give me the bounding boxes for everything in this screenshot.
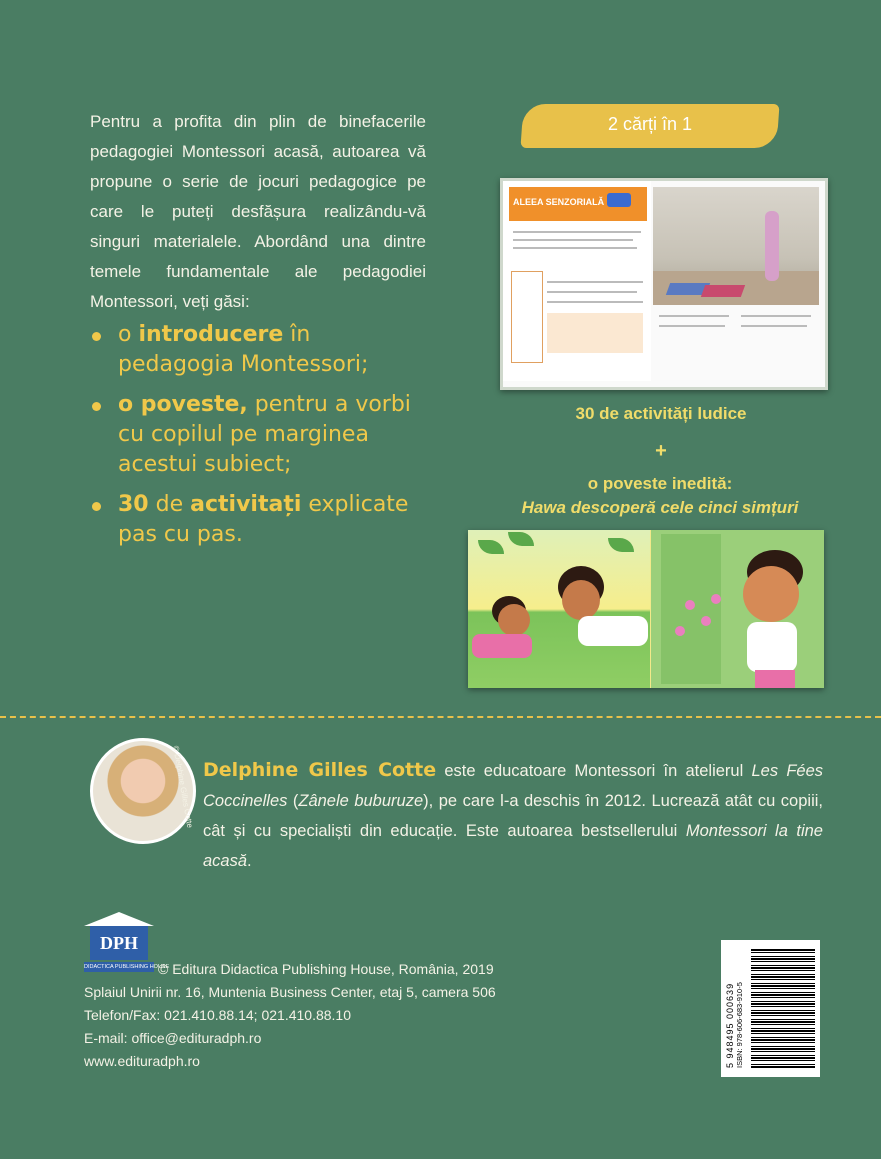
father-face	[562, 580, 600, 620]
isbn-barcode	[721, 940, 820, 1077]
sensory-mat	[701, 285, 745, 297]
bullet-dot	[92, 502, 101, 511]
author-name: Delphine Gilles Cotte	[203, 759, 437, 781]
book-left-page	[503, 181, 651, 381]
banner-label: 2 cărți în 1	[607, 114, 693, 134]
list-item: 30 de activitați explicate pas cu pas.	[90, 490, 420, 550]
intro-paragraph: Pentru a profita din plin de binefacerile pedagogiei Montessori acasă, autoarea vă propune o serie de jocuri pedagogice pe care le puteți desfășura realizându-vă singuri materialele. Abordând una dintre temele fundamentale ale pedagodiei Montessori, veți găsi:	[90, 112, 426, 311]
shoe-icon	[607, 193, 631, 207]
story-book-preview	[468, 530, 824, 688]
girl-skirt	[755, 670, 795, 688]
list-item: o poveste, pentru a vorbi cu copilul pe marginea acestui subiect;	[90, 390, 420, 480]
plus-sign: +	[655, 440, 667, 462]
barcode-number: 5 948495 000639	[725, 982, 735, 1068]
story-left-page	[468, 530, 650, 688]
publisher-info: © Editura Didactica Publishing House, România, 2019 Splaiul Unirii nr. 16, Muntenia Business Center, etaj 5, camera 506 Telefon/Fax: 021.410.88.14; 021.410.88.10 E-mail: office@edituradph.ro www.edituradph.ro	[84, 961, 496, 1069]
author-bio: Delphine Gilles Cotte este educatoare Montessori în atelierul Les Fées Coccinelles (Zânele buburuze), pe care l-a deschis în 2012. Lucrează atât cu copiii, cât și cu specialiști din educație. Este autoarea bestsellerului Montessori la tine acasă.	[203, 759, 823, 870]
child-figure	[765, 211, 779, 281]
logo-roof-icon	[84, 912, 154, 926]
material-box	[511, 271, 543, 363]
logo-band: DIDACTICA PUBLISHING HOUSE	[84, 964, 170, 970]
section-divider	[0, 716, 881, 718]
activities-caption: 30 de activități ludice	[575, 404, 747, 423]
barcode-bars	[751, 948, 815, 1068]
tip-box	[547, 313, 643, 353]
list-item: o introducere în pedagogia Montessori;	[90, 320, 420, 380]
feature-list	[90, 320, 420, 560]
girl-top	[747, 622, 797, 672]
page-heading: ALEEA SENZORIALĂ	[513, 197, 605, 207]
photo-credit: © Delphine Gilles Cotte	[171, 745, 195, 829]
bullet-dot	[92, 402, 101, 411]
isbn-label: ISBN: 978-606-683-910-5	[735, 982, 744, 1068]
girl-dress	[472, 634, 532, 658]
father-shirt	[578, 616, 648, 646]
bullet-dot	[92, 332, 101, 341]
story-right-page	[651, 530, 824, 688]
girl-face	[743, 566, 799, 622]
activity-book-preview	[500, 178, 828, 390]
girl-face	[498, 604, 530, 636]
story-caption: o poveste inedită: Hawa descoperă cele cinci simțuri	[470, 472, 850, 520]
logo-text: DPH	[90, 926, 148, 960]
story-title: Hawa descoperă cele cinci simțuri	[521, 498, 799, 517]
